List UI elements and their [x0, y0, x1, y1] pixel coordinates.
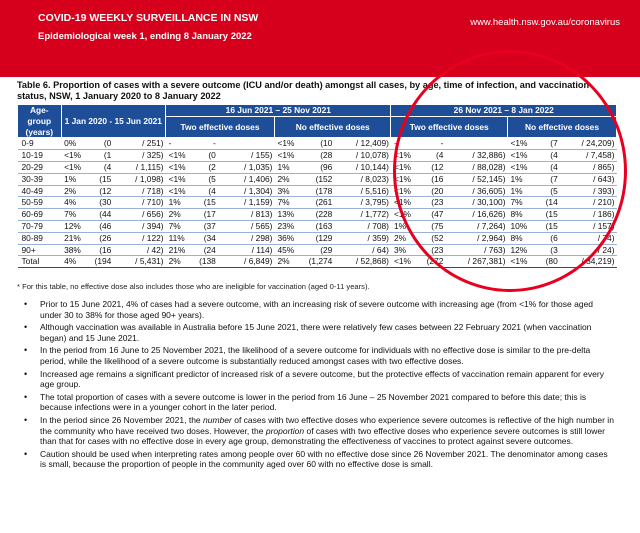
denominator-cell: / 7,264): [445, 220, 507, 232]
count-cell: (6: [534, 232, 560, 244]
count-cell: (0: [192, 150, 218, 162]
age-group-cell: 70-79: [18, 220, 62, 232]
count-cell: (4: [534, 150, 560, 162]
table-row: [18, 173, 617, 185]
pct-cell: 2%: [391, 232, 417, 244]
denominator-cell: / 1,772): [334, 209, 391, 221]
table-row-total: [18, 256, 617, 268]
count-cell: (272: [417, 256, 445, 268]
count-cell: (75: [417, 220, 445, 232]
col-header-p2-two-doses: Two effective doses: [166, 116, 275, 138]
table-caption: Table 6. Proportion of cases with a severe outcome (ICU and/or death) amongst all cases, by age, time of infection, and vaccination status, NSW, 1 January 2020 to 8 January 2022: [17, 80, 590, 101]
pct-cell: <1%: [61, 161, 87, 173]
pct-cell: 7%: [274, 197, 301, 209]
age-group-cell: 30-39: [18, 173, 62, 185]
table-row: [18, 232, 617, 244]
count-cell: (30: [87, 197, 113, 209]
denominator-cell: / 155): [218, 150, 275, 162]
count-cell: (12: [417, 161, 445, 173]
pct-cell: 12%: [507, 244, 533, 256]
denominator-cell: / 10,078): [334, 150, 391, 162]
pct-cell: 7%: [166, 220, 192, 232]
denominator-cell: / 88,028): [445, 161, 507, 173]
pct-cell: 38%: [61, 244, 87, 256]
count-cell: (4: [534, 161, 560, 173]
age-group-cell: 10-19: [18, 150, 62, 162]
denominator-cell: / 1,304): [218, 185, 275, 197]
list-item: • Prior to 15 June 2021, 4% of cases had a severe outcome, with an increasing risk of severe outcome with increasing age (from <1% for those aged under 30 to 38% for those aged 90+ years).: [36, 299, 614, 320]
denominator-cell: / 298): [218, 232, 275, 244]
age-group-cell: 90+: [18, 244, 62, 256]
denominator-cell: / 708): [334, 220, 391, 232]
list-item: • Although vaccination was available in Australia before 15 June 2021, there were relatively few cases between 22 February 2021 (when vaccination began) and 15 June 2021.: [36, 322, 614, 343]
denominator-cell: / 16,626): [445, 209, 507, 221]
age-group-cell: 80-89: [18, 232, 62, 244]
emphasis-number: number: [203, 414, 232, 425]
table-row: [18, 161, 617, 173]
pct-cell: <1%: [166, 173, 192, 185]
count-cell: (44: [87, 209, 113, 221]
count-cell: (194: [87, 256, 113, 268]
pct-cell: 36%: [274, 232, 301, 244]
count-cell: (4: [87, 161, 113, 173]
col-header-p3-two-doses: Two effective doses: [391, 116, 508, 138]
text-span: of cases with two effective doses who experience severe outcomes is still lower than that for cases with no effective dose in every age group, demonstrating the effectiveness of vaccines to protect against severe outcomes.: [40, 425, 605, 447]
pct-cell: 13%: [274, 209, 301, 221]
pct-cell: 1%: [507, 185, 533, 197]
count-cell: (2: [192, 161, 218, 173]
table-row: [18, 185, 617, 197]
denominator-cell: / 1,115): [113, 161, 165, 173]
list-item: • Caution should be used when interpreting rates among people over 60 with no effective dose since 26 November 2021. The denominator among cases is small, because the proportion of people in the community aged over 60 with no effective dose is small.: [36, 449, 614, 470]
age-group-cell: 20-29: [18, 161, 62, 173]
count-cell: (3: [534, 244, 560, 256]
pct-cell: <1%: [391, 185, 417, 197]
pct-cell: -: [391, 138, 417, 150]
findings-list: [36, 299, 614, 472]
pct-cell: <1%: [166, 161, 192, 173]
denominator-cell: / 5,431): [113, 256, 165, 268]
denominator-cell: / 710): [113, 197, 165, 209]
count-cell: -: [417, 138, 445, 150]
denominator-cell: / 122): [113, 232, 165, 244]
count-cell: (46: [87, 220, 113, 232]
pct-cell: 4%: [61, 256, 87, 268]
count-cell: (15: [534, 209, 560, 221]
pct-cell: <1%: [391, 161, 417, 173]
pct-cell: <1%: [166, 185, 192, 197]
col-header-age-group: Age-group (years): [18, 105, 62, 138]
list-item: [36, 415, 614, 447]
denominator-cell: / 74): [560, 232, 617, 244]
denominator-cell: / 24,209): [560, 138, 617, 150]
table-row: [18, 244, 617, 256]
denominator-cell: / 656): [113, 209, 165, 221]
denominator-cell: / 393): [560, 185, 617, 197]
count-cell: (138: [192, 256, 218, 268]
denominator-cell: / 5,516): [334, 185, 391, 197]
pct-cell: 3%: [274, 185, 301, 197]
pct-cell: 45%: [274, 244, 301, 256]
age-group-cell: 50-59: [18, 197, 62, 209]
count-cell: (0: [87, 138, 113, 150]
count-cell: (37: [192, 220, 218, 232]
text-span: In the period since 26 November 2021, the: [40, 414, 204, 425]
count-cell: (17: [192, 209, 218, 221]
table-row: [18, 209, 617, 221]
count-cell: (20: [417, 185, 445, 197]
count-cell: (15: [192, 197, 218, 209]
count-cell: (261: [302, 197, 335, 209]
count-cell: (7: [534, 138, 560, 150]
denominator-cell: / 325): [113, 150, 165, 162]
count-cell: (12: [87, 185, 113, 197]
pct-cell: <1%: [274, 150, 301, 162]
pct-cell: <1%: [507, 150, 533, 162]
age-group-cell: 60-69: [18, 209, 62, 221]
denominator-cell: / 3,795): [334, 197, 391, 209]
denominator-cell: / 52,145): [445, 173, 507, 185]
denominator-cell: / 8,023): [334, 173, 391, 185]
pct-cell: <1%: [391, 197, 417, 209]
age-group-cell: Total: [18, 256, 62, 268]
pct-cell: 7%: [61, 209, 87, 221]
pct-cell: 1%: [274, 161, 301, 173]
pct-cell: <1%: [391, 256, 417, 268]
denominator-cell: [218, 138, 275, 150]
pct-cell: <1%: [61, 150, 87, 162]
denominator-cell: / 394): [113, 220, 165, 232]
count-cell: (1,274: [302, 256, 335, 268]
denominator-cell: / 157): [560, 220, 617, 232]
pct-cell: 2%: [166, 209, 192, 221]
pct-cell: <1%: [391, 150, 417, 162]
denominator-cell: / 643): [560, 173, 617, 185]
table-footnote: * For this table, no effective dose also includes those who are ineligible for vaccination (aged 0-11 years).: [17, 282, 370, 291]
pct-cell: 2%: [274, 173, 301, 185]
denominator-cell: / 42): [113, 244, 165, 256]
pct-cell: 23%: [274, 220, 301, 232]
table-row: [18, 197, 617, 209]
denominator-cell: / 114): [218, 244, 275, 256]
denominator-cell: / 210): [560, 197, 617, 209]
denominator-cell: / 251): [113, 138, 165, 150]
count-cell: (7: [534, 173, 560, 185]
denominator-cell: / 30,100): [445, 197, 507, 209]
pct-cell: <1%: [391, 209, 417, 221]
pct-cell: 21%: [166, 244, 192, 256]
denominator-cell: [445, 138, 507, 150]
denominator-cell: / 6,849): [218, 256, 275, 268]
list-item: • Increased age remains a significant predictor of increased risk of a severe outcome, but the protective effects of vaccination remain apparent for every age group.: [36, 369, 614, 390]
denominator-cell: / 7,458): [560, 150, 617, 162]
table-row: [18, 220, 617, 232]
col-header-p3-no-doses: No effective doses: [507, 116, 616, 138]
denominator-cell: / 36,605): [445, 185, 507, 197]
count-cell: (15: [87, 173, 113, 185]
count-cell: (28: [302, 150, 335, 162]
denominator-cell: / 763): [445, 244, 507, 256]
count-cell: (14: [534, 197, 560, 209]
count-cell: -: [192, 138, 218, 150]
pct-cell: 2%: [166, 256, 192, 268]
pct-cell: 8%: [507, 209, 533, 221]
count-cell: (129: [302, 232, 335, 244]
age-group-cell: 0-9: [18, 138, 62, 150]
count-cell: (24: [192, 244, 218, 256]
count-cell: (34: [192, 232, 218, 244]
pct-cell: <1%: [166, 150, 192, 162]
denominator-cell: / 1,406): [218, 173, 275, 185]
pct-cell: 1%: [61, 173, 87, 185]
count-cell: (10: [302, 138, 335, 150]
text-span: of cases with two effective doses who experience severe outcomes is reflective of the high number in the community who have received two doses. However, the: [40, 414, 614, 436]
pct-cell: 8%: [507, 232, 533, 244]
pct-cell: 1%: [166, 197, 192, 209]
pct-cell: 1%: [507, 173, 533, 185]
count-cell: (15: [534, 220, 560, 232]
age-group-cell: 40-49: [18, 185, 62, 197]
denominator-cell: / 813): [218, 209, 275, 221]
denominator-cell: / 267,381): [445, 256, 507, 268]
pct-cell: 10%: [507, 220, 533, 232]
pct-cell: 7%: [507, 197, 533, 209]
website-link[interactable]: www.health.nsw.gov.au/coronavirus: [470, 17, 620, 28]
count-cell: (52: [417, 232, 445, 244]
count-cell: (178: [302, 185, 335, 197]
pct-cell: 12%: [61, 220, 87, 232]
denominator-cell: / 718): [113, 185, 165, 197]
pct-cell: <1%: [507, 161, 533, 173]
denominator-cell: / 565): [218, 220, 275, 232]
list-item: • In the period from 16 June to 25 November 2021, the likelihood of a severe outcome for individuals with no effective dose is similar to the pre-delta period, while the likelihood of a severe outcome is substantially reduced amongst cases with two effective doses.: [36, 345, 614, 366]
count-cell: (163: [302, 220, 335, 232]
pct-cell: -: [166, 138, 192, 150]
table-row: [18, 150, 617, 162]
count-cell: (29: [302, 244, 335, 256]
denominator-cell: / 2,964): [445, 232, 507, 244]
list-item: • The total proportion of cases with a severe outcome is lower in the period from 16 June – 25 November 2021 compared to before this date; this is because infections were in a younger cohort in the later period.: [36, 392, 614, 413]
pct-cell: <1%: [507, 138, 533, 150]
pct-cell: <1%: [391, 173, 417, 185]
count-cell: (96: [302, 161, 335, 173]
count-cell: (5: [192, 173, 218, 185]
pct-cell: 4%: [61, 197, 87, 209]
count-cell: (4: [192, 185, 218, 197]
denominator-cell: / 52,868): [334, 256, 391, 268]
pct-cell: 2%: [274, 256, 301, 268]
report-title: COVID-19 WEEKLY SURVEILLANCE IN NSW: [38, 12, 259, 24]
count-cell: (16: [87, 244, 113, 256]
denominator-cell: / 1,098): [113, 173, 165, 185]
denominator-cell: / 1,159): [218, 197, 275, 209]
count-cell: (80: [534, 256, 560, 268]
report-subtitle: Epidemiological week 1, ending 8 January 2022: [38, 31, 252, 42]
col-header-period-2: 16 Jun 2021 – 25 Nov 2021: [166, 105, 391, 117]
denominator-cell: / 865): [560, 161, 617, 173]
col-header-period-3: 26 Nov 2021 – 8 Jan 2022: [391, 105, 617, 117]
pct-cell: <1%: [507, 256, 533, 268]
count-cell: (4: [417, 150, 445, 162]
count-cell: (26: [87, 232, 113, 244]
count-cell: (23: [417, 197, 445, 209]
pct-cell: 3%: [391, 244, 417, 256]
denominator-cell: / 186): [560, 209, 617, 221]
col-header-p2-no-doses: No effective doses: [274, 116, 391, 138]
denominator-cell: / 34,219): [560, 256, 617, 268]
table-row: [18, 138, 617, 150]
col-header-period-1: 1 Jan 2020 - 15 Jun 2021: [61, 105, 166, 138]
count-cell: (152: [302, 173, 335, 185]
pct-cell: 1%: [391, 220, 417, 232]
count-cell: (5: [534, 185, 560, 197]
count-cell: (228: [302, 209, 335, 221]
severe-outcome-table: [17, 104, 617, 268]
count-cell: (1: [87, 150, 113, 162]
denominator-cell: / 359): [334, 232, 391, 244]
count-cell: (47: [417, 209, 445, 221]
count-cell: (16: [417, 173, 445, 185]
count-cell: (23: [417, 244, 445, 256]
pct-cell: 2%: [61, 185, 87, 197]
pct-cell: 21%: [61, 232, 87, 244]
emphasis-proportion: proportion: [265, 425, 305, 436]
denominator-cell: / 32,886): [445, 150, 507, 162]
denominator-cell: / 64): [334, 244, 391, 256]
pct-cell: 0%: [61, 138, 87, 150]
report-banner: [0, 0, 640, 77]
denominator-cell: / 1,035): [218, 161, 275, 173]
denominator-cell: / 10,144): [334, 161, 391, 173]
denominator-cell: / 12,409): [334, 138, 391, 150]
denominator-cell: / 24): [560, 244, 617, 256]
pct-cell: <1%: [274, 138, 301, 150]
pct-cell: 11%: [166, 232, 192, 244]
